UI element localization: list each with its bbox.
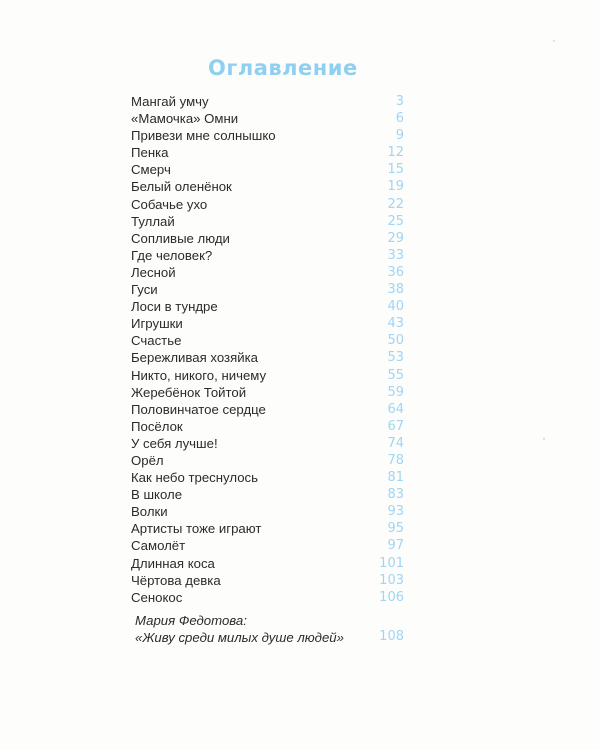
toc-entry <box>131 452 406 469</box>
toc-entry <box>131 384 406 401</box>
toc-entry-page-number: 6 <box>395 111 404 127</box>
paper-speck <box>553 40 555 42</box>
toc-entry <box>131 127 406 144</box>
toc-entry-title: Сенокос <box>131 589 183 605</box>
toc-entry-title: Мангай умчу <box>131 94 209 109</box>
toc-entry-page-number: 74 <box>387 435 404 451</box>
toc-entry <box>131 367 406 384</box>
toc-entry-title: Половинчатое сердце <box>131 401 266 417</box>
toc-entry-page-number: 9 <box>395 128 404 144</box>
toc-entry-title: Никто, никого, ничему <box>131 367 267 383</box>
toc-entry <box>131 93 406 110</box>
afterword-page-number: 108 <box>379 629 404 644</box>
toc-entry <box>131 178 406 195</box>
toc-entry-title: Туллай <box>131 213 175 229</box>
toc-entry <box>131 469 406 486</box>
toc-entry <box>131 213 406 230</box>
toc-entry <box>131 144 406 161</box>
toc-entry-page-number: 103 <box>379 572 404 588</box>
toc-entry-page-number: 19 <box>387 179 404 195</box>
toc-entry-page-number: 93 <box>387 504 404 520</box>
page-title: Оглавление <box>208 56 358 80</box>
toc-entry-title: Счастье <box>131 333 182 349</box>
toc-entry-page-number: 15 <box>387 162 404 178</box>
toc-entry-page-number: 40 <box>387 299 404 315</box>
toc-entry-title: Собачье ухо <box>131 196 208 212</box>
toc-entry <box>131 555 406 572</box>
toc-entry-title: Орёл <box>131 452 164 468</box>
toc-entry <box>131 435 406 452</box>
toc-entry <box>131 486 406 503</box>
toc-entry-page-number: 36 <box>387 264 404 280</box>
toc-entry-page-number: 12 <box>387 145 404 161</box>
toc-entry-page-number: 97 <box>387 538 404 554</box>
toc-entry-page-number: 95 <box>387 521 404 537</box>
toc-entry-title: Привези мне солнышко <box>131 128 276 144</box>
toc-entry <box>131 418 406 435</box>
toc-entry <box>131 503 406 520</box>
toc-entry-page-number: 22 <box>387 196 404 212</box>
toc-entry-title: Пенка <box>131 145 169 161</box>
toc-entry <box>131 349 406 366</box>
toc-entry-page-number: 106 <box>379 589 404 605</box>
toc-entry <box>131 281 406 298</box>
toc-entry-title: Лоси в тундре <box>131 299 218 315</box>
toc-entry <box>131 230 406 247</box>
toc-entry-page-number: 29 <box>387 230 404 246</box>
toc-entry-page-number: 53 <box>387 350 404 366</box>
toc-entry <box>131 264 406 281</box>
afterword-title: «Живу среди милых душе людей» <box>135 630 344 645</box>
toc-entry-title: Самолёт <box>131 538 186 554</box>
toc-entry-title: «Мамочка» Омни <box>131 111 239 127</box>
toc-entry-title: Смерч <box>131 162 171 178</box>
toc-entry <box>131 589 406 606</box>
toc-entry-title: Сопливые люди <box>131 230 230 246</box>
toc-entry-title: У себя лучше! <box>131 435 218 451</box>
toc-entry <box>131 298 406 315</box>
toc-entry-title: Бережливая хозяйка <box>131 350 258 366</box>
toc-entry-title: Жеребёнок Тойтой <box>131 384 247 400</box>
toc-entry-page-number: 3 <box>395 94 404 109</box>
toc-entry-title: Как небо треснулось <box>131 470 259 486</box>
toc-entry-afterword <box>131 612 406 652</box>
toc-entry-page-number: 33 <box>387 247 404 263</box>
toc-entry-page-number: 101 <box>379 555 404 571</box>
toc-entry <box>131 161 406 178</box>
toc-entry-title: Гуси <box>131 282 158 298</box>
toc-entry-title: Чёртова девка <box>131 572 221 588</box>
toc-entry-title: Артисты тоже играют <box>131 521 262 537</box>
toc-entry <box>131 247 406 264</box>
toc-entry-page-number: 59 <box>387 384 404 400</box>
toc-entry-title: Где человек? <box>131 247 213 263</box>
toc-entry <box>131 520 406 537</box>
toc-entry-page-number: 43 <box>387 316 404 332</box>
toc-entry <box>131 315 406 332</box>
toc-entry-title: В школе <box>131 487 183 503</box>
toc-entry-page-number: 38 <box>387 282 404 298</box>
toc-entry-title: Игрушки <box>131 316 183 332</box>
toc-entry <box>131 572 406 589</box>
toc-entry-page-number: 81 <box>387 470 404 486</box>
toc-entry-title: Лесной <box>131 264 176 280</box>
toc-entry-title: Белый оленёнок <box>131 179 232 195</box>
toc-entry-page-number: 55 <box>387 367 404 383</box>
table-of-contents <box>131 93 406 606</box>
toc-entry <box>131 110 406 127</box>
toc-entry <box>131 401 406 418</box>
toc-entry-title: Посёлок <box>131 418 183 434</box>
toc-entry-page-number: 50 <box>387 333 404 349</box>
toc-entry-title: Длинная коса <box>131 555 215 571</box>
paper-speck <box>543 438 545 440</box>
toc-entry <box>131 537 406 554</box>
toc-entry-page-number: 25 <box>387 213 404 229</box>
toc-entry-page-number: 78 <box>387 452 404 468</box>
toc-entry-page-number: 83 <box>387 487 404 503</box>
toc-entry-page-number: 64 <box>387 401 404 417</box>
afterword-author: Мария Федотова: <box>135 613 247 628</box>
toc-entry <box>131 332 406 349</box>
toc-entry-title: Волки <box>131 504 168 520</box>
toc-entry <box>131 196 406 213</box>
toc-entry-page-number: 67 <box>387 418 404 434</box>
